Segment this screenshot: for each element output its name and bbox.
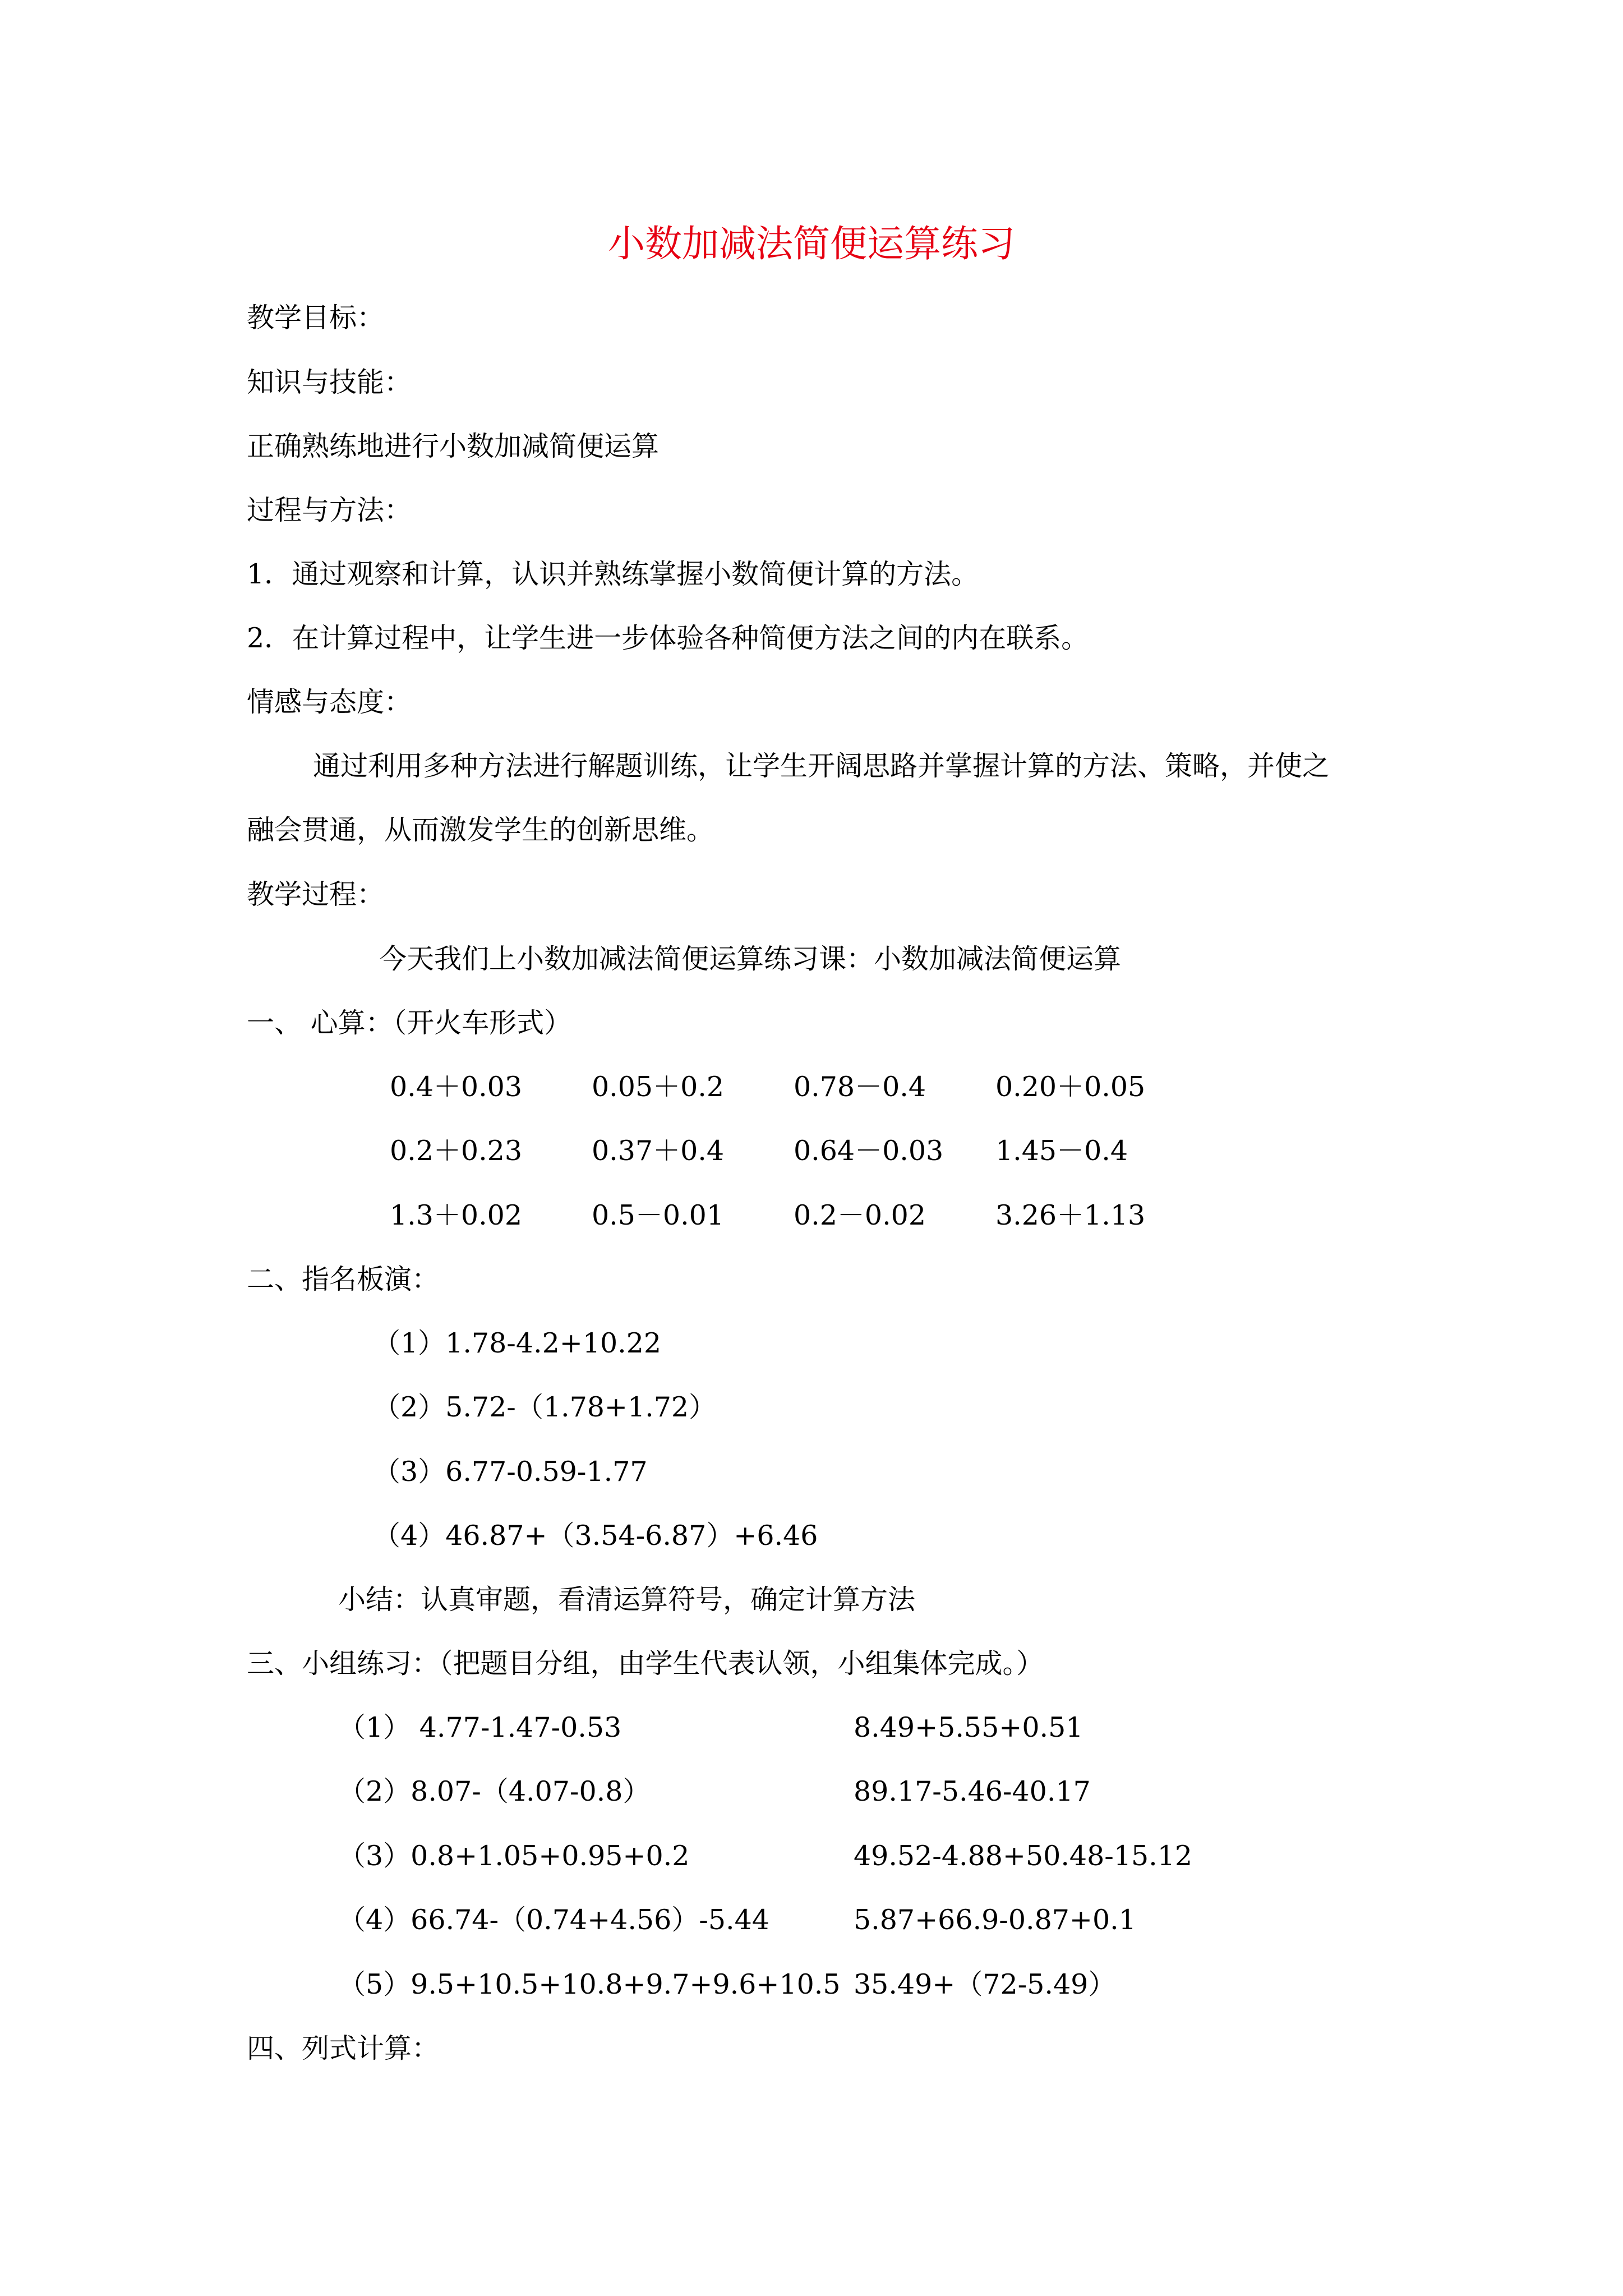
- group-exercise-row: [0, 1775, 1623, 1809]
- group-exercise-row: [0, 1903, 1623, 1937]
- mental-math-row: [0, 1199, 1623, 1232]
- group-exercise-item: （5）9.5+10.5+10.8+9.7+9.6+10.5: [338, 1968, 841, 2000]
- mental-math-row: [0, 1134, 1623, 1168]
- mental-math-item: 1.3＋0.02: [390, 1199, 523, 1231]
- group-exercise-item: （2）8.07-（4.07-0.8）: [338, 1775, 651, 1807]
- group-exercise-item: （4）66.74-（0.74+4.56）-5.44: [338, 1904, 769, 1936]
- mental-math-item: 0.4＋0.03: [390, 1071, 523, 1103]
- group-exercise-row: [0, 1711, 1623, 1745]
- group-exercise-row: [0, 1968, 1623, 2001]
- mental-math-item: 3.26＋1.13: [995, 1199, 1146, 1231]
- group-exercise-item: 35.49+（72-5.49）: [854, 1968, 1116, 2000]
- knowledge-skills-heading: 知识与技能：: [247, 366, 412, 398]
- board-exercise-item: （4）46.87+（3.54-6.87）+6.46: [373, 1520, 818, 1552]
- group-exercise-item: 49.52-4.88+50.48-15.12: [854, 1840, 1193, 1872]
- mental-math-item: 0.5－0.01: [592, 1199, 725, 1231]
- mental-math-item: 0.2－0.02: [794, 1199, 926, 1231]
- mental-math-row: [0, 1070, 1623, 1104]
- section2-heading: 二、指名板演：: [247, 1263, 440, 1295]
- document-title: 小数加减法简便运算练习: [608, 222, 1015, 265]
- group-exercise-item: 89.17-5.46-40.17: [854, 1775, 1091, 1807]
- teaching-goals-heading: 教学目标：: [247, 302, 385, 334]
- section2-summary: 小结：认真审题，看清运算符号，确定计算方法: [338, 1584, 916, 1616]
- mental-math-item: 1.45－0.4: [995, 1135, 1128, 1167]
- mental-math-item: 0.2＋0.23: [390, 1135, 523, 1167]
- emotion-attitude-text-line2: 融会贯通，从而激发学生的创新思维。: [247, 814, 714, 846]
- mental-math-item: 0.37＋0.4: [592, 1135, 725, 1167]
- emotion-attitude-text-line1: 通过利用多种方法进行解题训练，让学生开阔思路并掌握计算的方法、策略，并使之: [313, 750, 1330, 782]
- mental-math-item: 0.64－0.03: [794, 1135, 944, 1167]
- board-exercise-item: （3）6.77-0.59-1.77: [373, 1456, 648, 1488]
- mental-math-item: 0.78－0.4: [794, 1071, 926, 1103]
- section1-heading: 一、 心算：（开火车形式）: [247, 1007, 572, 1039]
- process-item-1: 1．通过观察和计算，认识并熟练掌握小数简便计算的方法。: [247, 558, 979, 590]
- teaching-process-heading: 教学过程：: [247, 878, 385, 910]
- group-exercise-row: [0, 1839, 1623, 1873]
- process-item-2: 2．在计算过程中，让学生进一步体验各种简便方法之间的内在联系。: [247, 622, 1089, 654]
- section4-heading: 四、列式计算：: [247, 2032, 440, 2064]
- group-exercise-item: 8.49+5.55+0.51: [854, 1711, 1083, 1743]
- section3-heading: 三、小组练习：（把题目分组，由学生代表认领，小组集体完成。）: [247, 1648, 1044, 1680]
- board-exercise-item: （2）5.72-（1.78+1.72）: [373, 1391, 717, 1423]
- board-exercise-item: （1）1.78-4.2+10.22: [373, 1327, 662, 1359]
- emotion-attitude-heading: 情感与态度：: [247, 686, 412, 718]
- group-exercise-item: （3）0.8+1.05+0.95+0.2: [338, 1840, 690, 1872]
- process-method-heading: 过程与方法：: [247, 494, 412, 526]
- group-exercise-item: 5.87+66.9-0.87+0.1: [854, 1904, 1136, 1936]
- mental-math-item: 0.20＋0.05: [995, 1071, 1146, 1103]
- knowledge-skills-text: 正确熟练地进行小数加减简便运算: [247, 430, 660, 462]
- mental-math-item: 0.05＋0.2: [592, 1071, 725, 1103]
- group-exercise-item: （1） 4.77-1.47-0.53: [338, 1711, 622, 1743]
- lesson-intro: 今天我们上小数加减法简便运算练习课：小数加减法简便运算: [379, 943, 1122, 975]
